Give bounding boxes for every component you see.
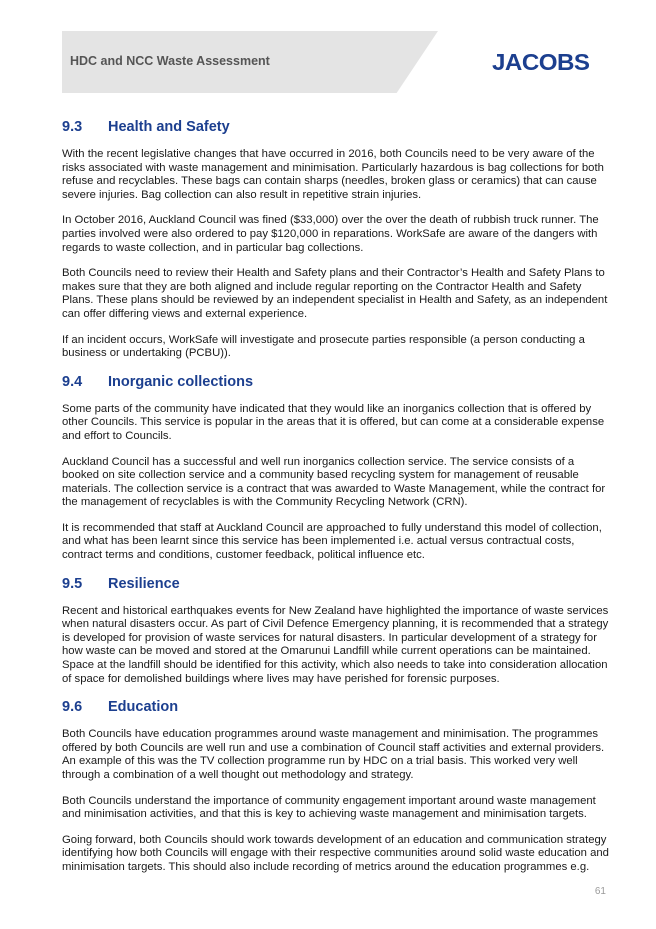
paragraph: With the recent legislative changes that have occurred in 2016, both Councils need to be very aware of the risks associated with waste management and minimisation. Particularly hazardous is bag collections for both refuse and recyclables. These bags can contain sharps (needles, broken glass or ceramics) that can cause severe injuries. Bag collection can also result in repetitive strain injuries. <box>62 148 604 201</box>
section-title: Inorganic collections <box>108 373 254 390</box>
paragraph: In October 2016, Auckland Council was fined ($33,000) over the over the death of rubbish truck runner. The parties involved were also ordered to pay $120,000 in reparations. WorkSafe are aware of the dangers with regards to waste collection, and in particular bag collections. <box>62 214 599 254</box>
paragraph: If an incident occurs, WorkSafe will investigate and prosecute parties responsible (a person conducting a business or undertaking (PCBU)). <box>62 333 585 360</box>
section-heading <box>62 699 610 715</box>
section-heading <box>62 576 610 592</box>
document-title: HDC and NCC Waste Assessment <box>70 54 270 68</box>
section-title: Resilience <box>108 575 180 592</box>
jacobs-logo: JACOBS <box>492 49 590 75</box>
section-resilience <box>62 576 610 687</box>
section-number: 9.3 <box>62 119 83 135</box>
section-health-and-safety <box>62 119 610 361</box>
paragraph: Both Councils need to review their Health and Safety plans and their Contractor’s Health and Safety Plans to makes sure that they are both aligned and include regular reporting on the Contractor Health and Safety Plans. These plans should be reviewed by an independent specialist in Health and Safety, as an independent can offer differing views and external experience. <box>62 267 608 320</box>
main-content <box>62 119 610 887</box>
page-number: 61 <box>594 886 606 897</box>
paragraph: Going forward, both Councils should work towards development of an education and communication strategy identifying how both Councils will engage with their respective communities around solid waste education and minimisation targets. This should also include recording of metrics around the education programmes e.g. <box>62 833 609 873</box>
paragraph: Auckland Council has a successful and well run inorganics collection service. The service consists of a booked on site collection service and a community based recycling system for management of reusable materials. The collection service is a contract that was awarded to Waste Management, while the contract for the management of recyclables is with the Community Recycling Network (CRN). <box>62 455 606 509</box>
section-heading <box>62 119 610 135</box>
paragraph: Recent and historical earthquakes events for New Zealand have highlighted the importance of waste services when natural disasters occur. As part of Civil Defence Emergency planning, it is recommended that a strategy is developed for provision of waste services for natural disasters. In particular development of a strategy for how waste can be moved and stored at the Omarunui Landfill while current operations can be maintained. Space at the landfill should be identified for this activity, which also needs to take into consideration allocation of space for demolished buildings where lives may have perished for forensic purposes. <box>62 604 609 685</box>
section-inorganic-collections <box>62 374 610 563</box>
section-education <box>62 699 610 874</box>
section-title: Education <box>108 699 179 716</box>
section-number: 9.5 <box>62 575 83 592</box>
paragraph: Both Councils have education programmes around waste management and minimisation. The programmes offered by both Councils are well run and use a combination of Council staff activities and external providers. An example of this was the TV collection programme run by HDC on a trial basis. This worked very well through a combination of a well thought out methodology and strategy. <box>62 728 605 781</box>
section-title: Health and Safety <box>108 119 230 135</box>
section-number: 9.4 <box>62 373 83 390</box>
paragraph: Both Councils understand the importance of community engagement important around waste management and minimisation activities, and that this is key to achieving waste management and minimisation targets. <box>62 794 596 821</box>
paragraph: It is recommended that staff at Auckland Council are approached to fully understand this model of collection, and what has been learnt since this service has been implemented i.e. actual versus contractual costs, contract terms and conditions, customer feedback, political influence etc. <box>62 521 602 562</box>
section-heading <box>62 374 610 390</box>
section-number: 9.6 <box>62 699 83 716</box>
paragraph: Some parts of the community have indicated that they would like an inorganics collection that is offered by other Councils. This service is popular in the areas that it is offered, but can come at a considerable expense and effort to Councils. <box>62 402 605 442</box>
